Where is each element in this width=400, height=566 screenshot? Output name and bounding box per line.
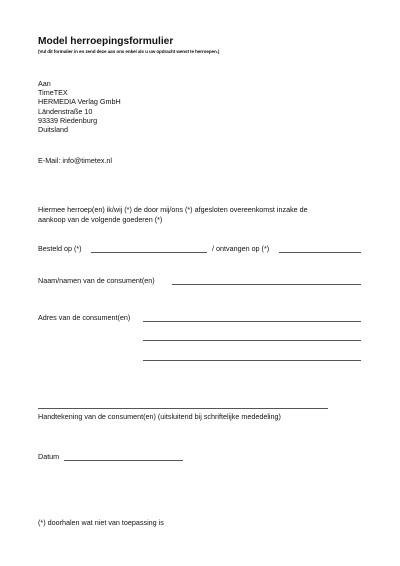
date-label: Datum	[38, 452, 60, 461]
signature-label: Handtekening van de consument(en) (uitsluitend bij schriftelijke mededeling)	[38, 412, 281, 421]
footnote: (*) doorhalen wat niet van toepassing is	[38, 518, 164, 527]
date-field[interactable]	[64, 460, 183, 461]
recipient-email: E-Mail: info@timetex.nl	[38, 156, 113, 165]
consumer-address-field-3[interactable]	[143, 360, 361, 361]
consumer-address-field-1[interactable]	[143, 321, 361, 322]
form-subtitle: (Vul dit formulier in en zend deze aan ons enkel als u uw opdracht wenst te herroepen.)	[38, 49, 220, 54]
received-label: / ontvangen op (*)	[212, 244, 270, 253]
name-label: Naam/namen van de consument(en)	[38, 276, 155, 285]
intro-line-2: aankoop van de volgende goederen (*)	[38, 214, 163, 224]
ordered-label: Besteld op (*)	[38, 244, 82, 253]
ordered-date-field[interactable]	[91, 252, 207, 253]
signature-field[interactable]	[38, 408, 328, 409]
address-line: Ländenstraße 10	[38, 106, 93, 116]
address-line: Duitsland	[38, 125, 68, 135]
address-line: Aan	[38, 79, 51, 88]
address-line: HERMEDIA Verlag GmbH	[38, 97, 121, 107]
intro-line-1: Hiermee herroep(en) ik/wij (*) de door mij/ons (*) afgesloten overeenkomst inzake de	[38, 205, 308, 214]
address-line: TimeTEX	[38, 88, 68, 98]
address-label: Adres van de consument(en)	[38, 313, 131, 322]
received-date-field[interactable]	[279, 252, 361, 253]
form-title: Model herroepingsformulier	[38, 36, 174, 47]
name-field[interactable]	[172, 284, 361, 285]
address-line: 93339 Riedenburg	[38, 115, 98, 125]
consumer-address-field-2[interactable]	[143, 340, 361, 341]
recipient-address	[38, 79, 121, 134]
